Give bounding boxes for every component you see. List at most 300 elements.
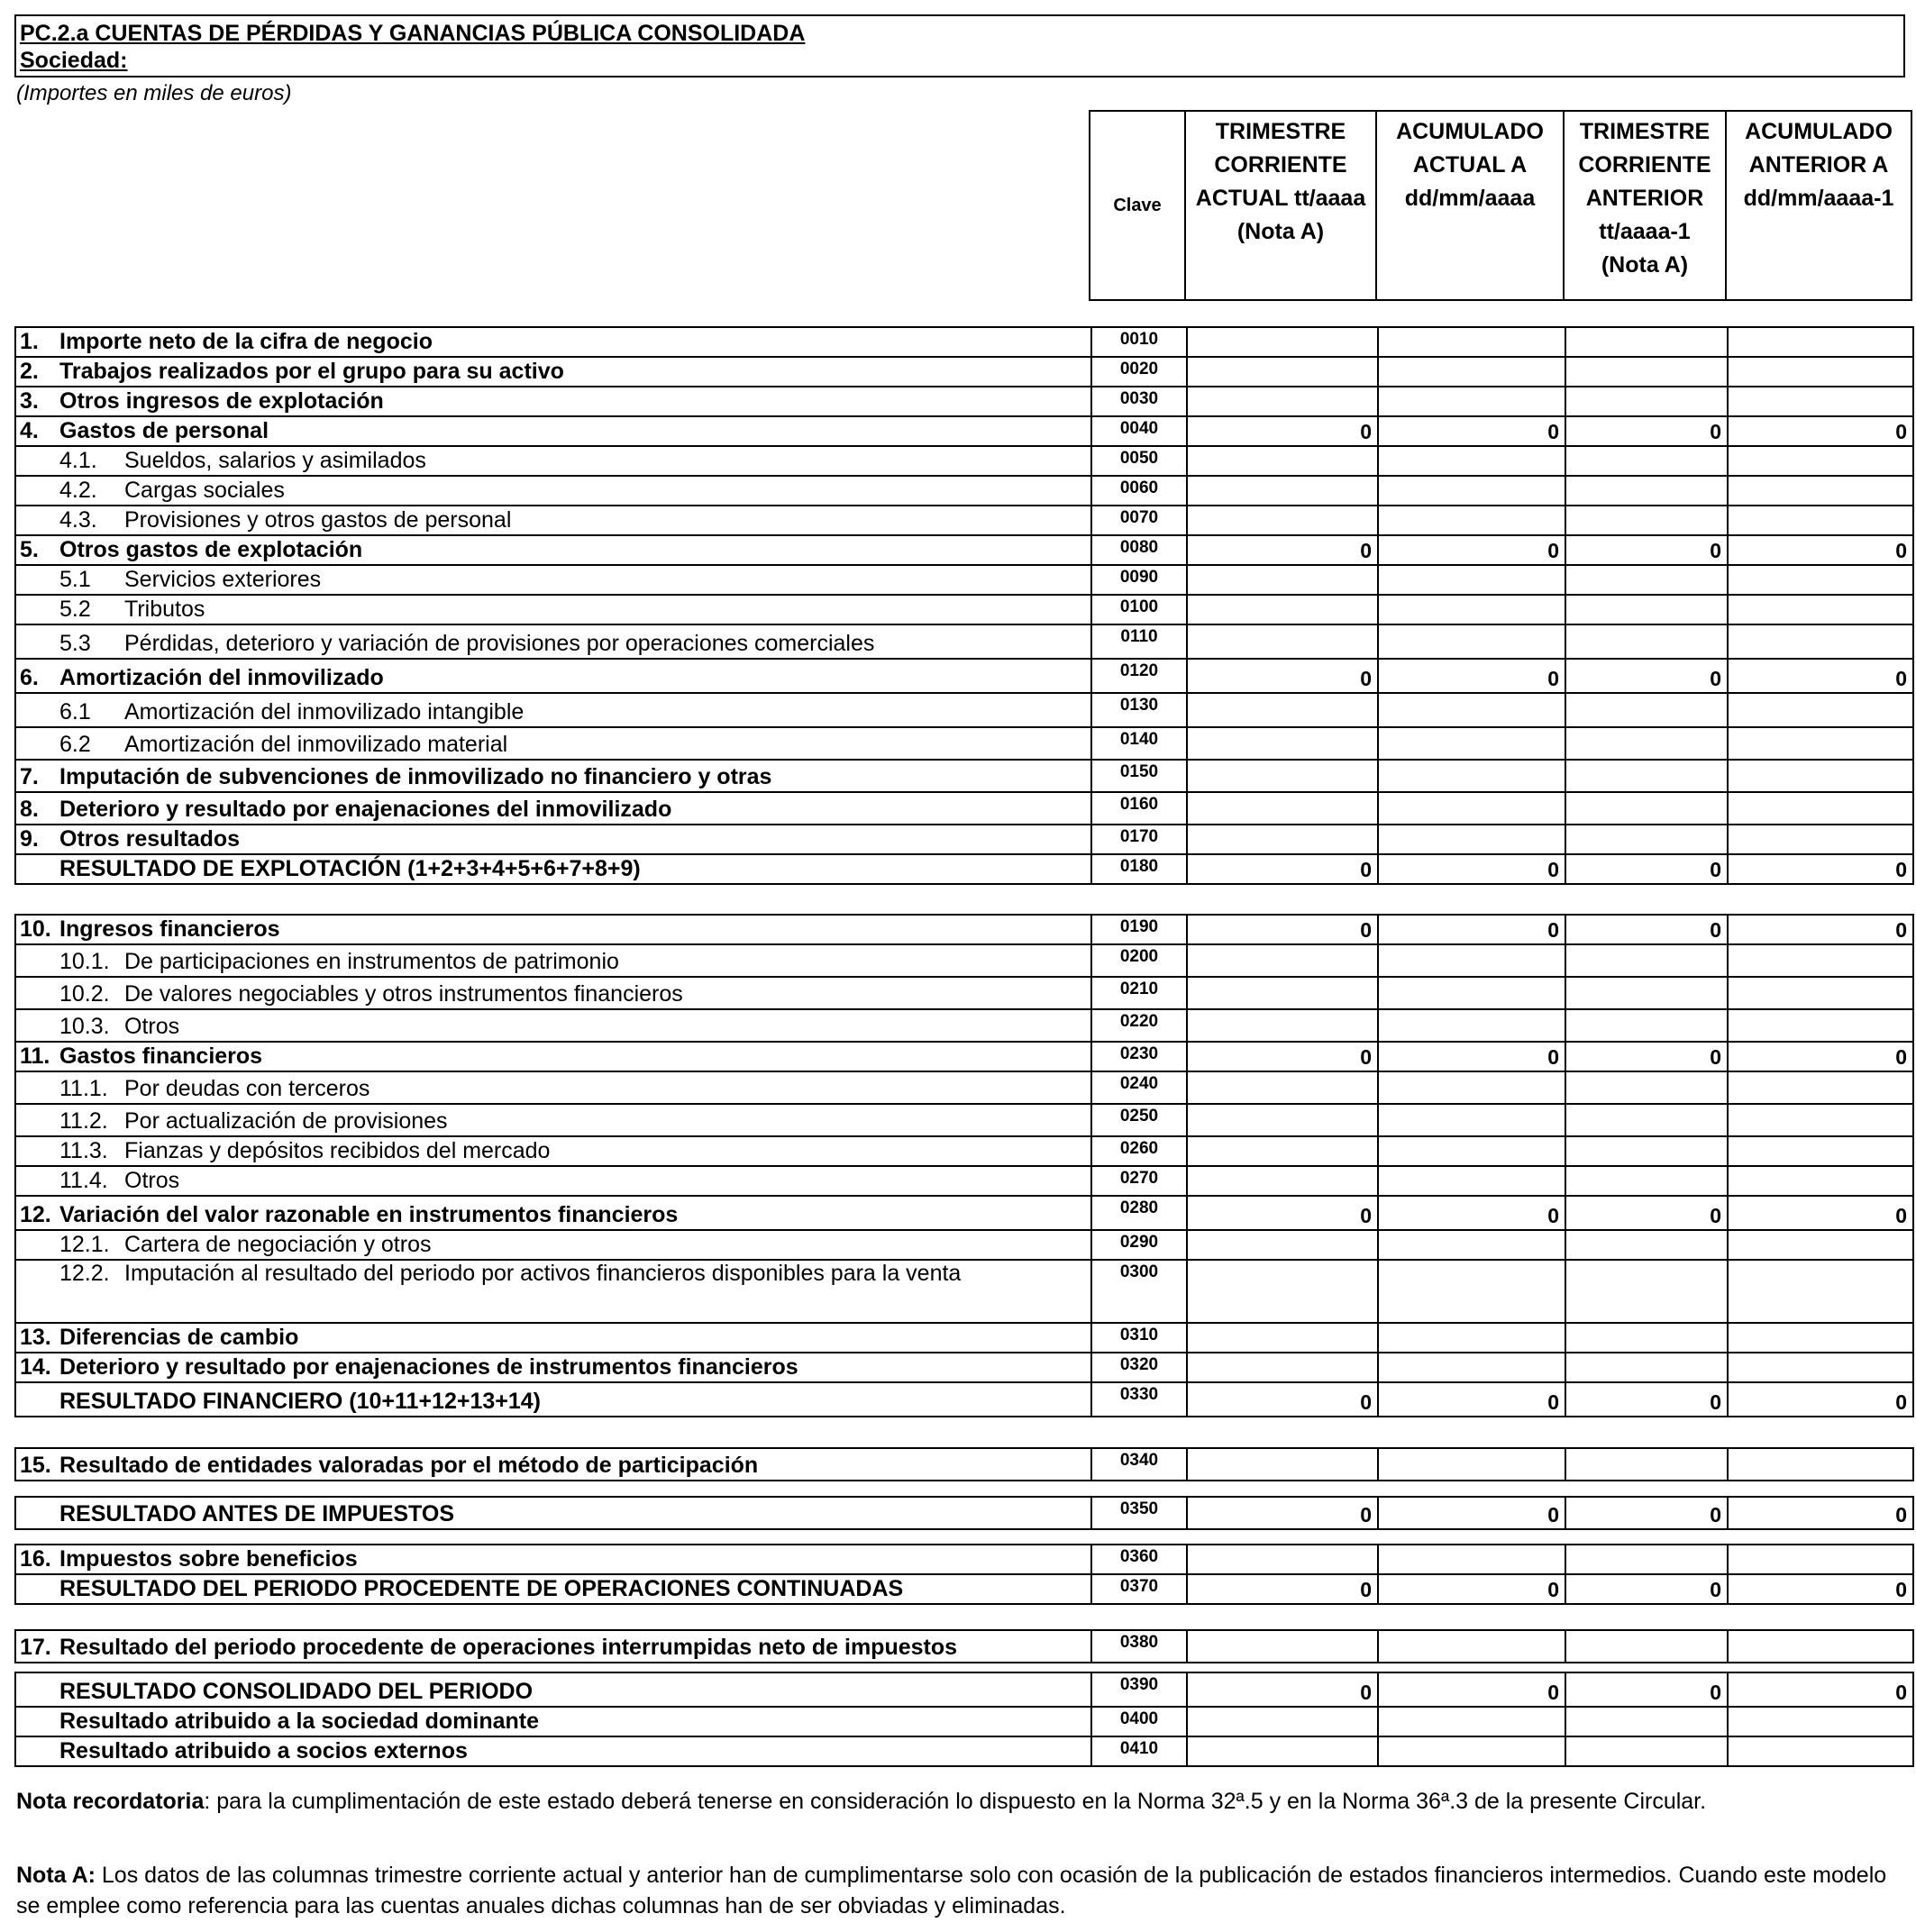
table-row xyxy=(15,792,1913,825)
value-cell: 0 xyxy=(1378,1574,1565,1604)
value-cell xyxy=(1565,1136,1728,1166)
value-cell xyxy=(1187,693,1378,727)
row-text: Amortización del inmovilizado xyxy=(59,665,384,690)
value-cell: 0 xyxy=(1565,1574,1728,1604)
value-cell xyxy=(1728,1136,1913,1166)
row-label xyxy=(15,476,1091,506)
value-cell xyxy=(1728,1071,1913,1104)
header-line: ANTERIOR xyxy=(1585,186,1704,211)
value-cell: 0 xyxy=(1565,854,1728,884)
table-row xyxy=(15,977,1913,1009)
value-cell xyxy=(1187,727,1378,760)
row-text: Trabajos realizados por el grupo para su activo xyxy=(59,359,564,384)
row-number: 9. xyxy=(20,826,39,852)
header-line: ACTUAL tt/aaaa xyxy=(1195,186,1366,211)
value-cell xyxy=(1187,825,1378,854)
table-row xyxy=(15,915,1913,944)
value-cell: 0 xyxy=(1187,1196,1378,1230)
value-cell xyxy=(1565,693,1728,727)
value-cell: 0 xyxy=(1565,1382,1728,1417)
row-label xyxy=(15,1382,1091,1417)
row-key: 0140 xyxy=(1091,727,1187,760)
value-cell xyxy=(1378,727,1565,760)
header-line: (Nota A) xyxy=(1601,252,1689,278)
row-text: Diferencias de cambio xyxy=(59,1325,299,1350)
row-key: 0110 xyxy=(1091,624,1187,659)
value-cell xyxy=(1187,565,1378,595)
note-recordatoria xyxy=(16,1786,1900,1817)
row-text: Imputación al resultado del periodo por activos financieros disponibles para la venta xyxy=(124,1261,962,1286)
row-label xyxy=(15,387,1091,416)
value-cell xyxy=(1187,1009,1378,1042)
row-number: 1. xyxy=(20,329,39,354)
value-cell: 0 xyxy=(1728,1042,1913,1071)
value-cell xyxy=(1378,1707,1565,1736)
header-line: CORRIENTE xyxy=(1214,152,1347,178)
header-line: ACTUAL A xyxy=(1412,152,1528,178)
value-cell xyxy=(1378,624,1565,659)
row-text: Variación del valor razonable en instrumentos financieros xyxy=(59,1202,679,1227)
row-label xyxy=(15,1545,1091,1574)
row-key: 0150 xyxy=(1091,760,1187,792)
value-cell: 0 xyxy=(1565,535,1728,565)
row-number: 11. xyxy=(20,1043,50,1069)
value-cell xyxy=(1728,760,1913,792)
row-text: De valores negociables y otros instrumentos financieros xyxy=(124,981,683,1007)
value-cell: 0 xyxy=(1187,535,1378,565)
row-number: 11.4. xyxy=(59,1168,108,1193)
value-cell xyxy=(1565,1166,1728,1196)
row-number: 5.1 xyxy=(59,567,91,592)
row-label xyxy=(15,416,1091,446)
header-col1 xyxy=(1184,110,1377,301)
header-line: ACUMULADO xyxy=(1745,119,1893,144)
row-text: Amortización del inmovilizado material xyxy=(124,732,508,757)
value-cell xyxy=(1565,1323,1728,1353)
value-cell: 0 xyxy=(1728,1382,1913,1417)
note-recordatoria-label: Nota recordatoria xyxy=(16,1789,205,1814)
value-cell: 0 xyxy=(1378,1196,1565,1230)
header-col4 xyxy=(1725,110,1912,301)
row-key: 0090 xyxy=(1091,565,1187,595)
table-row xyxy=(15,1672,1913,1707)
value-cell xyxy=(1378,1230,1565,1260)
row-number: 11.3. xyxy=(59,1138,108,1163)
row-text: Otros resultados xyxy=(59,826,241,852)
value-cell: 0 xyxy=(1378,1497,1565,1529)
row-text: Importe neto de la cifra de negocio xyxy=(59,329,433,354)
row-key: 0300 xyxy=(1091,1260,1187,1323)
value-cell xyxy=(1728,327,1913,357)
row-number: 17. xyxy=(20,1635,51,1660)
row-text: Deterioro y resultado por enajenaciones de instrumentos financieros xyxy=(59,1354,798,1380)
value-cell xyxy=(1728,1630,1913,1663)
row-key: 0320 xyxy=(1091,1353,1187,1382)
header-line: dd/mm/aaaa xyxy=(1404,186,1536,211)
table-row xyxy=(15,327,1913,357)
row-key: 0270 xyxy=(1091,1166,1187,1196)
row-text: Otros ingresos de explotación xyxy=(59,388,384,414)
value-cell xyxy=(1565,327,1728,357)
row-key: 0180 xyxy=(1091,854,1187,884)
value-cell xyxy=(1728,506,1913,535)
row-key: 0400 xyxy=(1091,1707,1187,1736)
value-cell xyxy=(1565,727,1728,760)
value-cell xyxy=(1187,327,1378,357)
value-cell xyxy=(1728,977,1913,1009)
value-cell xyxy=(1378,1104,1565,1136)
row-number: 6. xyxy=(20,665,39,690)
row-text: Gastos financieros xyxy=(59,1043,263,1069)
table-row xyxy=(15,1630,1913,1663)
value-cell xyxy=(1728,944,1913,977)
row-text: Gastos de personal xyxy=(59,418,269,443)
value-cell xyxy=(1187,387,1378,416)
row-text: RESULTADO FINANCIERO (10+11+12+13+14) xyxy=(59,1389,541,1414)
value-cell xyxy=(1565,944,1728,977)
value-cell: 0 xyxy=(1187,1042,1378,1071)
row-text: Resultado de entidades valoradas por el método de participación xyxy=(59,1453,759,1478)
value-cell xyxy=(1378,476,1565,506)
header-col3 xyxy=(1563,110,1727,301)
value-cell: 0 xyxy=(1728,915,1913,944)
value-cell xyxy=(1728,825,1913,854)
row-number: 11.1. xyxy=(59,1076,108,1101)
row-number: 15. xyxy=(20,1453,51,1478)
value-cell xyxy=(1728,727,1913,760)
value-cell xyxy=(1728,693,1913,727)
value-cell: 0 xyxy=(1187,659,1378,693)
row-key: 0410 xyxy=(1091,1736,1187,1766)
row-text: Servicios exteriores xyxy=(124,567,322,592)
table-row xyxy=(15,1042,1913,1071)
table-row xyxy=(15,1230,1913,1260)
table-row xyxy=(15,357,1913,387)
value-cell xyxy=(1378,792,1565,825)
header-col3-text xyxy=(1578,115,1711,282)
value-cell xyxy=(1378,506,1565,535)
value-cell xyxy=(1378,1136,1565,1166)
row-text: Imputación de subvenciones de inmovilizado no financiero y otras xyxy=(59,764,772,789)
value-cell xyxy=(1187,1071,1378,1104)
row-label xyxy=(15,1630,1091,1663)
value-cell xyxy=(1378,1545,1565,1574)
table-row xyxy=(15,1545,1913,1574)
row-label xyxy=(15,1497,1091,1529)
row-number: 16. xyxy=(20,1546,51,1572)
value-cell: 0 xyxy=(1565,659,1728,693)
row-label xyxy=(15,595,1091,624)
value-cell: 0 xyxy=(1565,915,1728,944)
value-cell: 0 xyxy=(1728,854,1913,884)
value-cell xyxy=(1187,506,1378,535)
value-cell xyxy=(1187,476,1378,506)
row-label xyxy=(15,1042,1091,1071)
value-cell: 0 xyxy=(1565,416,1728,446)
row-number: 6.2 xyxy=(59,732,91,757)
table-row xyxy=(15,1323,1913,1353)
value-cell xyxy=(1565,1260,1728,1323)
row-label xyxy=(15,792,1091,825)
row-key: 0060 xyxy=(1091,476,1187,506)
value-cell xyxy=(1728,565,1913,595)
row-label xyxy=(15,357,1091,387)
row-number: 8. xyxy=(20,797,39,822)
row-key: 0360 xyxy=(1091,1545,1187,1574)
row-key: 0380 xyxy=(1091,1630,1187,1663)
statement-section xyxy=(14,914,1914,1417)
header-line: (Nota A) xyxy=(1236,219,1325,244)
value-cell: 0 xyxy=(1565,1497,1728,1529)
row-key: 0330 xyxy=(1091,1382,1187,1417)
value-cell xyxy=(1728,1323,1913,1353)
row-text: Por actualización de provisiones xyxy=(124,1108,448,1134)
value-cell xyxy=(1728,1009,1913,1042)
value-cell: 0 xyxy=(1378,416,1565,446)
row-number: 6.1 xyxy=(59,699,91,724)
row-text: RESULTADO DEL PERIODO PROCEDENTE DE OPERACIONES CONTINUADAS xyxy=(59,1576,904,1601)
header-line: tt/aaaa-1 xyxy=(1599,219,1691,244)
row-label xyxy=(15,1323,1091,1353)
row-label xyxy=(15,327,1091,357)
row-label xyxy=(15,727,1091,760)
header-line: TRIMESTRE xyxy=(1215,119,1346,144)
value-cell xyxy=(1378,1736,1565,1766)
table-row xyxy=(15,1382,1913,1417)
table-row xyxy=(15,595,1913,624)
value-cell: 0 xyxy=(1378,659,1565,693)
row-number: 12.1. xyxy=(59,1232,110,1257)
row-text: Otros gastos de explotación xyxy=(59,537,363,562)
row-label xyxy=(15,977,1091,1009)
value-cell: 0 xyxy=(1187,1574,1378,1604)
row-label xyxy=(15,624,1091,659)
row-label xyxy=(15,944,1091,977)
row-label xyxy=(15,1009,1091,1042)
value-cell: 0 xyxy=(1565,1042,1728,1071)
row-key: 0260 xyxy=(1091,1136,1187,1166)
value-cell xyxy=(1565,624,1728,659)
value-cell: 0 xyxy=(1378,535,1565,565)
note-recordatoria-text: : para la cumplimentación de este estado deberá tenerse en consideración lo dispuesto en la Norma 32ª.5 y en la Norma 36ª.3 de la presente Circular. xyxy=(204,1789,1707,1814)
value-cell xyxy=(1565,1104,1728,1136)
company-label: Sociedad: xyxy=(20,48,128,73)
row-key: 0070 xyxy=(1091,506,1187,535)
row-key: 0190 xyxy=(1091,915,1187,944)
statement-section xyxy=(14,1544,1914,1605)
row-number: 5.2 xyxy=(59,597,91,622)
value-cell: 0 xyxy=(1187,416,1378,446)
value-cell xyxy=(1565,977,1728,1009)
row-label xyxy=(15,565,1091,595)
value-cell: 0 xyxy=(1378,1672,1565,1707)
header-col2 xyxy=(1375,110,1565,301)
value-cell xyxy=(1728,1448,1913,1481)
row-label xyxy=(15,446,1091,476)
table-row xyxy=(15,659,1913,693)
value-cell: 0 xyxy=(1187,1497,1378,1529)
value-cell xyxy=(1187,1448,1378,1481)
row-text: RESULTADO CONSOLIDADO DEL PERIODO xyxy=(59,1679,534,1704)
value-cell xyxy=(1187,1104,1378,1136)
value-cell: 0 xyxy=(1728,659,1913,693)
row-text: Cartera de negociación y otros xyxy=(124,1232,432,1257)
row-label xyxy=(15,1448,1091,1481)
row-key: 0120 xyxy=(1091,659,1187,693)
value-cell xyxy=(1378,327,1565,357)
table-row xyxy=(15,727,1913,760)
header-line: ACUMULADO xyxy=(1396,119,1544,144)
value-cell: 0 xyxy=(1728,1196,1913,1230)
value-cell xyxy=(1565,565,1728,595)
value-cell xyxy=(1728,1260,1913,1323)
row-number: 4.3. xyxy=(59,507,97,533)
value-cell: 0 xyxy=(1187,854,1378,884)
table-row xyxy=(15,1260,1913,1323)
row-label xyxy=(15,535,1091,565)
statement-section xyxy=(14,1496,1914,1530)
row-text: Tributos xyxy=(124,597,205,622)
row-number: 12.2. xyxy=(59,1261,110,1286)
row-text: Por deudas con terceros xyxy=(124,1076,370,1101)
row-key: 0160 xyxy=(1091,792,1187,825)
value-cell xyxy=(1565,792,1728,825)
value-cell xyxy=(1565,1707,1728,1736)
page-title: PC.2.a CUENTAS DE PÉRDIDAS Y GANANCIAS PÚBLICA CONSOLIDADA xyxy=(20,21,806,46)
row-text: Sueldos, salarios y asimilados xyxy=(124,448,426,473)
row-text: Otros xyxy=(124,1168,180,1193)
value-cell xyxy=(1378,1071,1565,1104)
value-cell xyxy=(1378,760,1565,792)
statement-section xyxy=(14,1672,1914,1767)
value-cell xyxy=(1378,1448,1565,1481)
row-number: 10.1. xyxy=(59,949,110,974)
row-label xyxy=(15,1166,1091,1196)
value-cell xyxy=(1378,944,1565,977)
units-note: (Importes en miles de euros) xyxy=(16,81,292,105)
row-text: Deterioro y resultado por enajenaciones del inmovilizado xyxy=(59,797,672,822)
value-cell xyxy=(1187,760,1378,792)
table-row xyxy=(15,1166,1913,1196)
value-cell xyxy=(1187,1166,1378,1196)
header-line: ANTERIOR A xyxy=(1748,152,1889,178)
table-row xyxy=(15,387,1913,416)
row-number: 4.2. xyxy=(59,478,97,503)
table-row xyxy=(15,624,1913,659)
row-key: 0200 xyxy=(1091,944,1187,977)
table-row xyxy=(15,506,1913,535)
table-row xyxy=(15,944,1913,977)
value-cell xyxy=(1728,1166,1913,1196)
value-cell xyxy=(1378,1630,1565,1663)
statement-section xyxy=(14,1629,1914,1663)
row-key: 0220 xyxy=(1091,1009,1187,1042)
value-cell xyxy=(1187,944,1378,977)
value-cell xyxy=(1378,1353,1565,1382)
value-cell xyxy=(1187,1707,1378,1736)
value-cell: 0 xyxy=(1378,1382,1565,1417)
value-cell xyxy=(1187,1630,1378,1663)
value-cell: 0 xyxy=(1187,915,1378,944)
value-cell: 0 xyxy=(1565,1672,1728,1707)
table-row xyxy=(15,760,1913,792)
value-cell xyxy=(1728,446,1913,476)
value-cell xyxy=(1728,1545,1913,1574)
row-key: 0280 xyxy=(1091,1196,1187,1230)
row-number: 7. xyxy=(20,764,39,789)
value-cell: 0 xyxy=(1378,915,1565,944)
note-a-text: Los datos de las columnas trimestre corriente actual y anterior han de cumplimentarse solo con ocasión de la publicación de estados financieros intermedios. Cuando este modelo se emplee como referencia para las cuentas anuales dichas columnas han de ser obviadas y eliminadas. xyxy=(16,1863,1887,1918)
value-cell: 0 xyxy=(1565,1196,1728,1230)
row-label xyxy=(15,1574,1091,1604)
value-cell xyxy=(1378,1260,1565,1323)
row-text: Resultado atribuido a la sociedad dominante xyxy=(59,1709,540,1734)
value-cell xyxy=(1378,446,1565,476)
value-cell xyxy=(1565,387,1728,416)
row-number: 3. xyxy=(20,388,39,414)
value-cell: 0 xyxy=(1187,1382,1378,1417)
value-cell xyxy=(1728,1104,1913,1136)
value-cell xyxy=(1728,1707,1913,1736)
row-key: 0250 xyxy=(1091,1104,1187,1136)
value-cell xyxy=(1378,977,1565,1009)
row-number: 14. xyxy=(20,1354,51,1380)
row-text: RESULTADO ANTES DE IMPUESTOS xyxy=(59,1501,455,1526)
header-line: TRIMESTRE xyxy=(1579,119,1711,144)
table-row xyxy=(15,854,1913,884)
row-key: 0240 xyxy=(1091,1071,1187,1104)
row-key: 0010 xyxy=(1091,327,1187,357)
value-cell: 0 xyxy=(1187,1672,1378,1707)
value-cell xyxy=(1187,1323,1378,1353)
value-cell xyxy=(1378,595,1565,624)
row-key: 0210 xyxy=(1091,977,1187,1009)
value-cell xyxy=(1565,476,1728,506)
row-text: RESULTADO DE EXPLOTACIÓN (1+2+3+4+5+6+7+8+9) xyxy=(59,856,641,881)
row-label xyxy=(15,1672,1091,1707)
row-number: 11.2. xyxy=(59,1108,108,1134)
table-row xyxy=(15,1736,1913,1766)
row-key: 0050 xyxy=(1091,446,1187,476)
value-cell xyxy=(1728,387,1913,416)
value-cell xyxy=(1187,446,1378,476)
note-a xyxy=(16,1860,1900,1921)
row-number: 4.1. xyxy=(59,448,97,473)
value-cell xyxy=(1187,977,1378,1009)
value-cell xyxy=(1728,792,1913,825)
value-cell xyxy=(1728,1353,1913,1382)
header-col1-text xyxy=(1196,115,1365,249)
value-cell xyxy=(1565,1448,1728,1481)
value-cell xyxy=(1728,1736,1913,1766)
row-number: 10.2. xyxy=(59,981,110,1007)
row-label xyxy=(15,1736,1091,1766)
row-key: 0350 xyxy=(1091,1497,1187,1529)
value-cell xyxy=(1565,1630,1728,1663)
table-row xyxy=(15,565,1913,595)
value-cell xyxy=(1187,1353,1378,1382)
value-cell xyxy=(1187,1260,1378,1323)
value-cell xyxy=(1565,1230,1728,1260)
value-cell xyxy=(1728,1230,1913,1260)
table-row xyxy=(15,416,1913,446)
row-text: Pérdidas, deterioro y variación de provisiones por operaciones comerciales xyxy=(124,631,875,656)
value-cell: 0 xyxy=(1728,1574,1913,1604)
row-key: 0080 xyxy=(1091,535,1187,565)
row-number: 10. xyxy=(20,916,51,942)
header-line: CORRIENTE xyxy=(1578,152,1711,178)
value-cell xyxy=(1565,446,1728,476)
